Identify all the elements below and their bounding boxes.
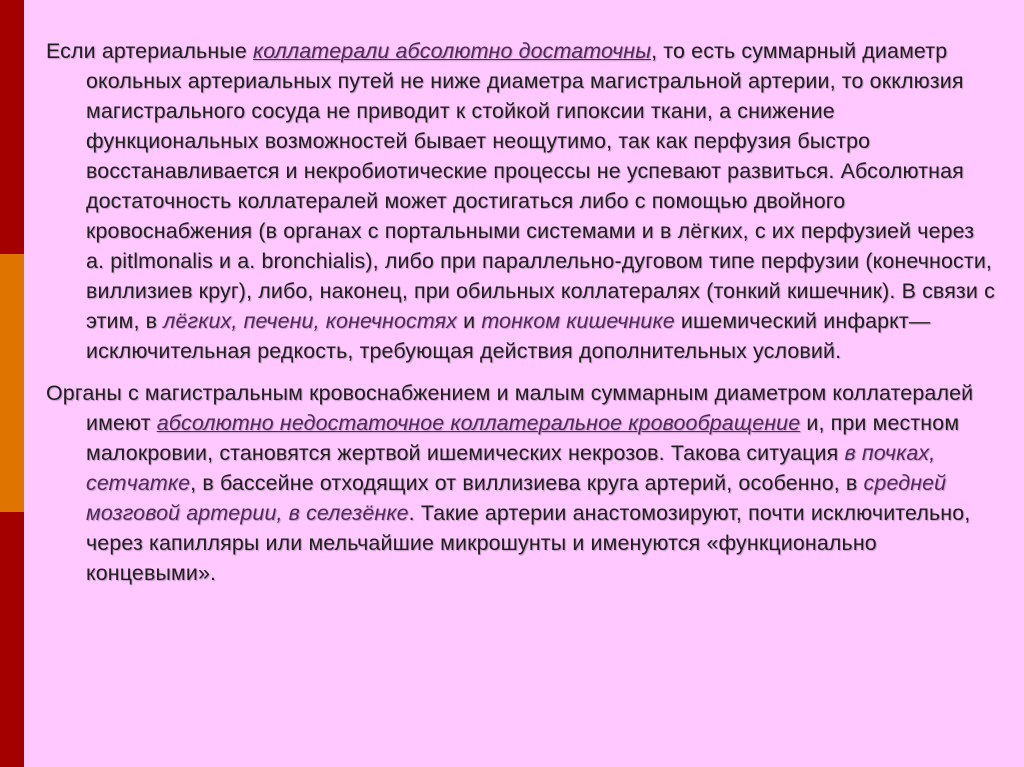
accent-bar-bottom [0, 512, 24, 767]
accent-bar-top [0, 0, 24, 254]
text-segment: и [457, 309, 482, 333]
slide-body [46, 36, 996, 600]
emphasis-collateral-insufficient: абсолютно недостаточное коллатеральное кровообращение [156, 411, 801, 435]
text-segment: , в бассейне отходящих от виллизиева круга артерий, особенно, в [190, 471, 864, 495]
paragraph-collateral-sufficient [46, 36, 996, 366]
emphasis-collateral-sufficient: коллатерали абсолютно достаточны [252, 39, 652, 63]
text-segment: . Такие артерии анастомозируют, почти исключительно, через капилляры или мельчайшие микрошунты и именуются «функционально концевыми». [86, 501, 971, 585]
text-segment: , то есть суммарный диаметр окольных артериальных путей не ниже диаметра магистральной артерии, то окклюзия магистрального сосуда не приводит к стойкой гипоксии ткани, а снижение функциональных возможностей бывает неощутимо, так как перфузия быстро восстанавливается и некробиотические процессы не успевают развиться. Абсолютная достаточность коллатералей может достигаться либо с помощью двойного кровоснабжения (в органах с портальными системами и в лёгких, с их перфузией через a. pitlmonalis и a. bronchialis), либо при параллельно-дуговом типе перфузии (конечности, виллизиев круг), либо, наконец, при обильных коллатералях (тонкий кишечник). В связи с этим, в [86, 39, 995, 333]
text-segment: ишемический инфаркт— исключительная редкость, требующая действия дополнительных условий. [86, 309, 931, 363]
emphasis-organs: лёгких, печени, конечностях [163, 309, 458, 333]
text-segment: и, при местном малокровии, становятся жертвой ишемических некрозов. Такова ситуация [86, 411, 960, 465]
emphasis-cerebral-artery-spleen: средней мозговой артерии, в селезёнке [86, 471, 947, 525]
accent-bar-middle [0, 254, 24, 512]
emphasis-kidneys-retina: в почках, сетчатке [86, 441, 936, 495]
text-segment: Если артериальные [46, 39, 253, 63]
text-segment: Органы с магистральным кровоснабжением и малым суммарным диаметром коллатералей имеют [46, 381, 974, 435]
paragraph-collateral-insufficient [46, 378, 996, 588]
emphasis-small-intestine: тонком кишечнике [481, 309, 675, 333]
